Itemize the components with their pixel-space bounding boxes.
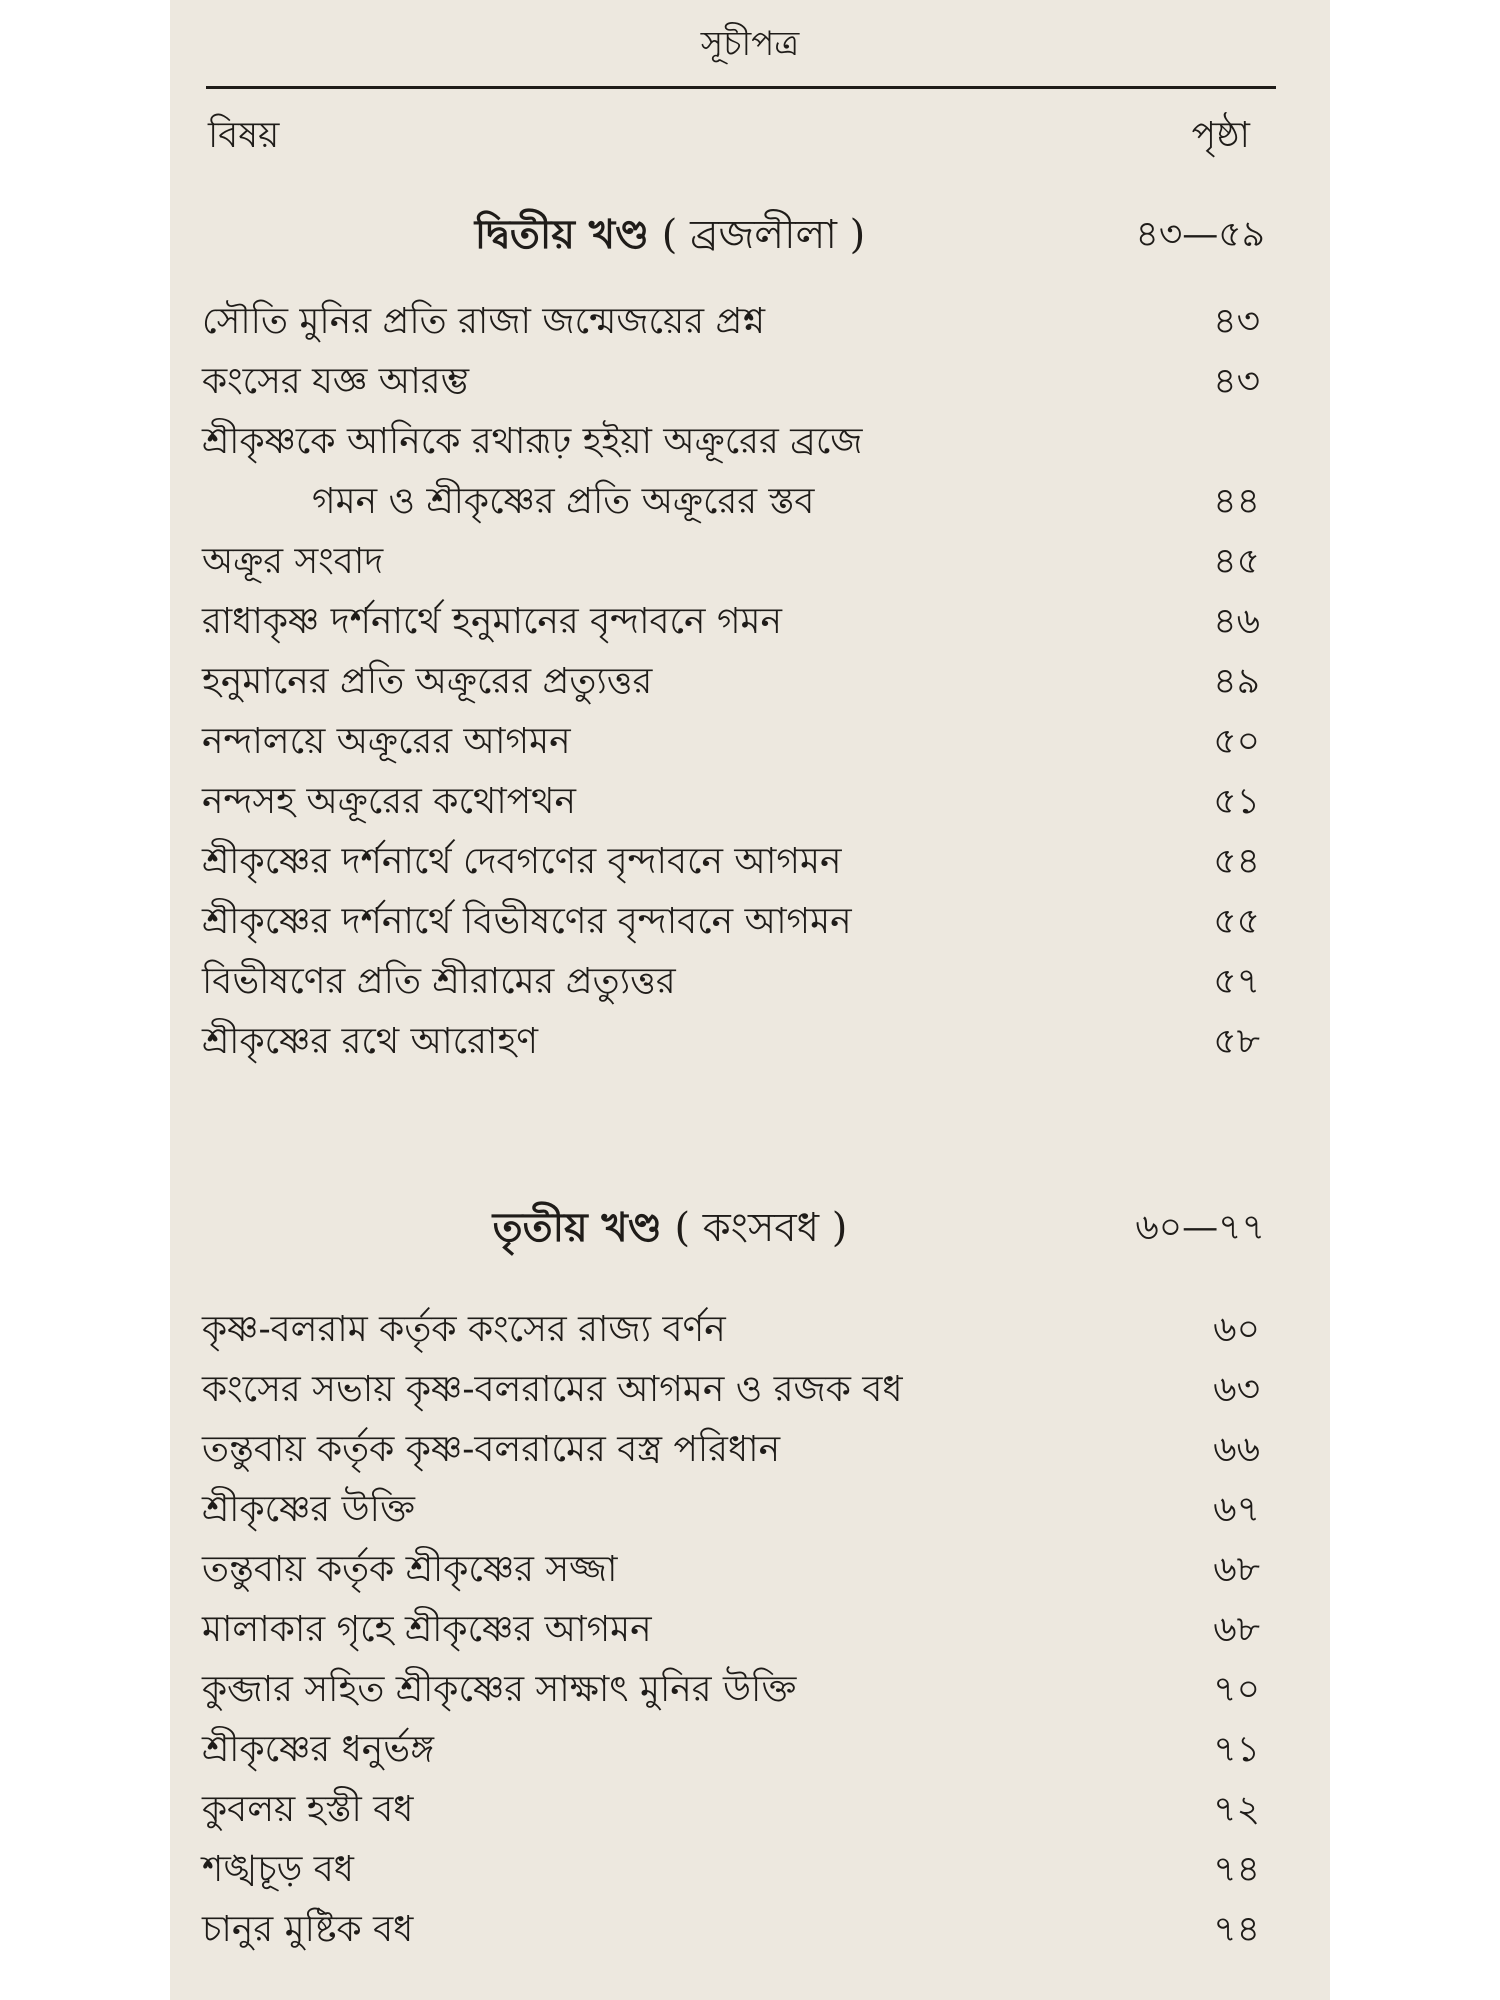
- toc-entry-title: কৃষ্ণ-বলরাম কর্তৃক কংসের রাজ্য বর্ণন: [202, 1309, 726, 1350]
- toc-entry-title: [202, 412, 1102, 532]
- toc-entry[interactable]: [170, 1840, 1330, 1900]
- toc-entry-page: ৪৬: [1213, 601, 1260, 642]
- toc-entry[interactable]: [170, 1540, 1330, 1600]
- toc-entry[interactable]: [170, 292, 1330, 352]
- toc-list-section-2: [170, 292, 1330, 1072]
- toc-entry[interactable]: [170, 1480, 1330, 1540]
- toc-entry-page: ৭৪: [1213, 1909, 1260, 1950]
- toc-entry[interactable]: [170, 652, 1330, 712]
- section-title-sub: ( কংসবধ ): [674, 1205, 848, 1251]
- toc-list-section-3: [170, 1300, 1330, 1960]
- toc-entry[interactable]: [170, 832, 1330, 892]
- toc-entry-title: সৌতি মুনির প্রতি রাজা জন্মেজয়ের প্রশ্ন: [202, 301, 765, 342]
- toc-entry-page: ৪৯: [1213, 661, 1260, 702]
- toc-entry[interactable]: [170, 892, 1330, 952]
- toc-entry[interactable]: [170, 592, 1330, 652]
- toc-entry-title: শ্রীকৃষ্ণের ধনুর্ভঙ্গ: [202, 1729, 434, 1770]
- toc-entry-page: ৫৭: [1213, 961, 1260, 1002]
- toc-entry-title: শ্রীকৃষ্ণের দর্শনার্থে বিভীষণের বৃন্দাবনে আগমন: [202, 901, 852, 942]
- toc-entry-title: চানুর মুষ্টিক বধ: [202, 1909, 414, 1950]
- toc-entry[interactable]: [170, 1900, 1330, 1960]
- toc-entry[interactable]: [170, 1420, 1330, 1480]
- toc-entry-page: ৫৪: [1213, 841, 1260, 882]
- toc-entry-title: নন্দালয়ে অক্রূরের আগমন: [202, 721, 571, 762]
- toc-entry-page: ৬৮: [1213, 1549, 1260, 1590]
- toc-entry-page: ৫১: [1213, 781, 1260, 822]
- section-title-main: দ্বিতীয় খণ্ড: [474, 211, 650, 258]
- toc-entry-title: কংসের সভায় কৃষ্ণ-বলরামের আগমন ও রজক বধ: [202, 1369, 903, 1410]
- toc-entry-title: শ্রীকৃষ্ণের দর্শনার্থে দেবগণের বৃন্দাবনে আগমন: [202, 841, 842, 882]
- section-title-main: তৃতীয় খণ্ড: [492, 1204, 662, 1251]
- toc-entry-title: তন্তুবায় কর্তৃক শ্রীকৃষ্ণের সজ্জা: [202, 1549, 618, 1590]
- toc-entry-title-line1: শ্রীকৃষ্ণকে আনিকে রথারূঢ় হইয়া অক্রূরের ব্রজে: [202, 421, 863, 462]
- toc-entry-page: ৪৫: [1213, 541, 1260, 582]
- toc-entry[interactable]: [170, 1300, 1330, 1360]
- toc-entry[interactable]: [170, 712, 1330, 772]
- toc-entry-page: ৪৩: [1213, 301, 1260, 342]
- toc-entry-page: ৫৮: [1213, 1021, 1260, 1062]
- toc-entry-title: রাধাকৃষ্ণ দর্শনার্থে হনুমানের বৃন্দাবনে গমন: [202, 601, 783, 642]
- toc-entry-title: কুব্জার সহিত শ্রীকৃষ্ণের সাক্ষাৎ মুনির উক্তি: [202, 1669, 797, 1710]
- toc-entry-page: ৬৩: [1213, 1369, 1260, 1410]
- toc-entry-page: ৪৩: [1213, 361, 1260, 402]
- toc-entry-page: ৪৪: [1213, 481, 1260, 522]
- subject-column-header: বিষয়: [208, 115, 280, 156]
- toc-entry[interactable]: [170, 1012, 1330, 1072]
- toc-entry-page: ৬৭: [1213, 1489, 1260, 1530]
- toc-entry[interactable]: [170, 952, 1330, 1012]
- toc-entry-title: কংসের যজ্ঞ আরম্ভ: [202, 361, 470, 402]
- toc-entry[interactable]: [170, 1780, 1330, 1840]
- toc-entry[interactable]: [170, 772, 1330, 832]
- toc-entry-page: ৬০: [1213, 1309, 1260, 1350]
- toc-entry-page: ৫০: [1213, 721, 1260, 762]
- book-page: [170, 0, 1330, 2000]
- running-head: সূচীপত্র: [700, 24, 800, 64]
- toc-entry-page: ৭১: [1213, 1729, 1260, 1770]
- toc-entry-title: তন্তুবায় কর্তৃক কৃষ্ণ-বলরামের বস্ত্র পরিধান: [202, 1429, 781, 1470]
- header-rule: [206, 86, 1276, 89]
- toc-entry[interactable]: [170, 1600, 1330, 1660]
- toc-entry[interactable]: [170, 532, 1330, 592]
- toc-entry-title-line2: গমন ও শ্রীকৃষ্ণের প্রতি অক্রূরের স্তব: [312, 481, 815, 522]
- toc-entry-title: হনুমানের প্রতি অক্রূরের প্রত্যুত্তর: [202, 661, 653, 702]
- section-page-range: ৬০—৭৭: [1135, 1207, 1265, 1248]
- toc-entry-title: মালাকার গৃহে শ্রীকৃষ্ণের আগমন: [202, 1609, 652, 1650]
- toc-entry-page: ৭৪: [1213, 1849, 1260, 1890]
- toc-entry-title: শ্রীকৃষ্ণের রথে আরোহণ: [202, 1021, 539, 1062]
- section-title: [170, 1198, 1170, 1258]
- toc-entry-page: ৬৬: [1213, 1429, 1260, 1470]
- toc-entry-page: ৬৮: [1213, 1609, 1260, 1650]
- toc-entry[interactable]: [170, 1660, 1330, 1720]
- toc-entry[interactable]: [170, 1360, 1330, 1420]
- toc-entry-title: অক্রূর সংবাদ: [202, 541, 384, 582]
- toc-entry[interactable]: [170, 1720, 1330, 1780]
- section-heading-2: [170, 205, 1265, 265]
- section-title-sub: ( ব্রজলীলা ): [661, 212, 866, 258]
- section-heading-3: [170, 1198, 1265, 1258]
- toc-entry-title: শ্রীকৃষ্ণের উক্তি: [202, 1489, 415, 1530]
- toc-entry-title: কুবলয় হস্তী বধ: [202, 1789, 414, 1830]
- toc-entry-page: ৭২: [1213, 1789, 1260, 1830]
- toc-entry-title: নন্দসহ অক্রূরের কথোপথন: [202, 781, 576, 822]
- section-page-range: ৪৩—৫৯: [1135, 214, 1265, 255]
- toc-entry-page: ৭০: [1213, 1669, 1260, 1710]
- toc-entry[interactable]: [170, 352, 1330, 412]
- toc-entry[interactable]: [170, 412, 1330, 532]
- section-title: [170, 205, 1170, 265]
- toc-entry-title: বিভীষণের প্রতি শ্রীরামের প্রত্যুত্তর: [202, 961, 676, 1002]
- page-column-header: পৃষ্ঠা: [1191, 115, 1250, 156]
- toc-entry-title: শঙ্খচূড় বধ: [202, 1849, 354, 1890]
- toc-entry-page: ৫৫: [1213, 901, 1260, 942]
